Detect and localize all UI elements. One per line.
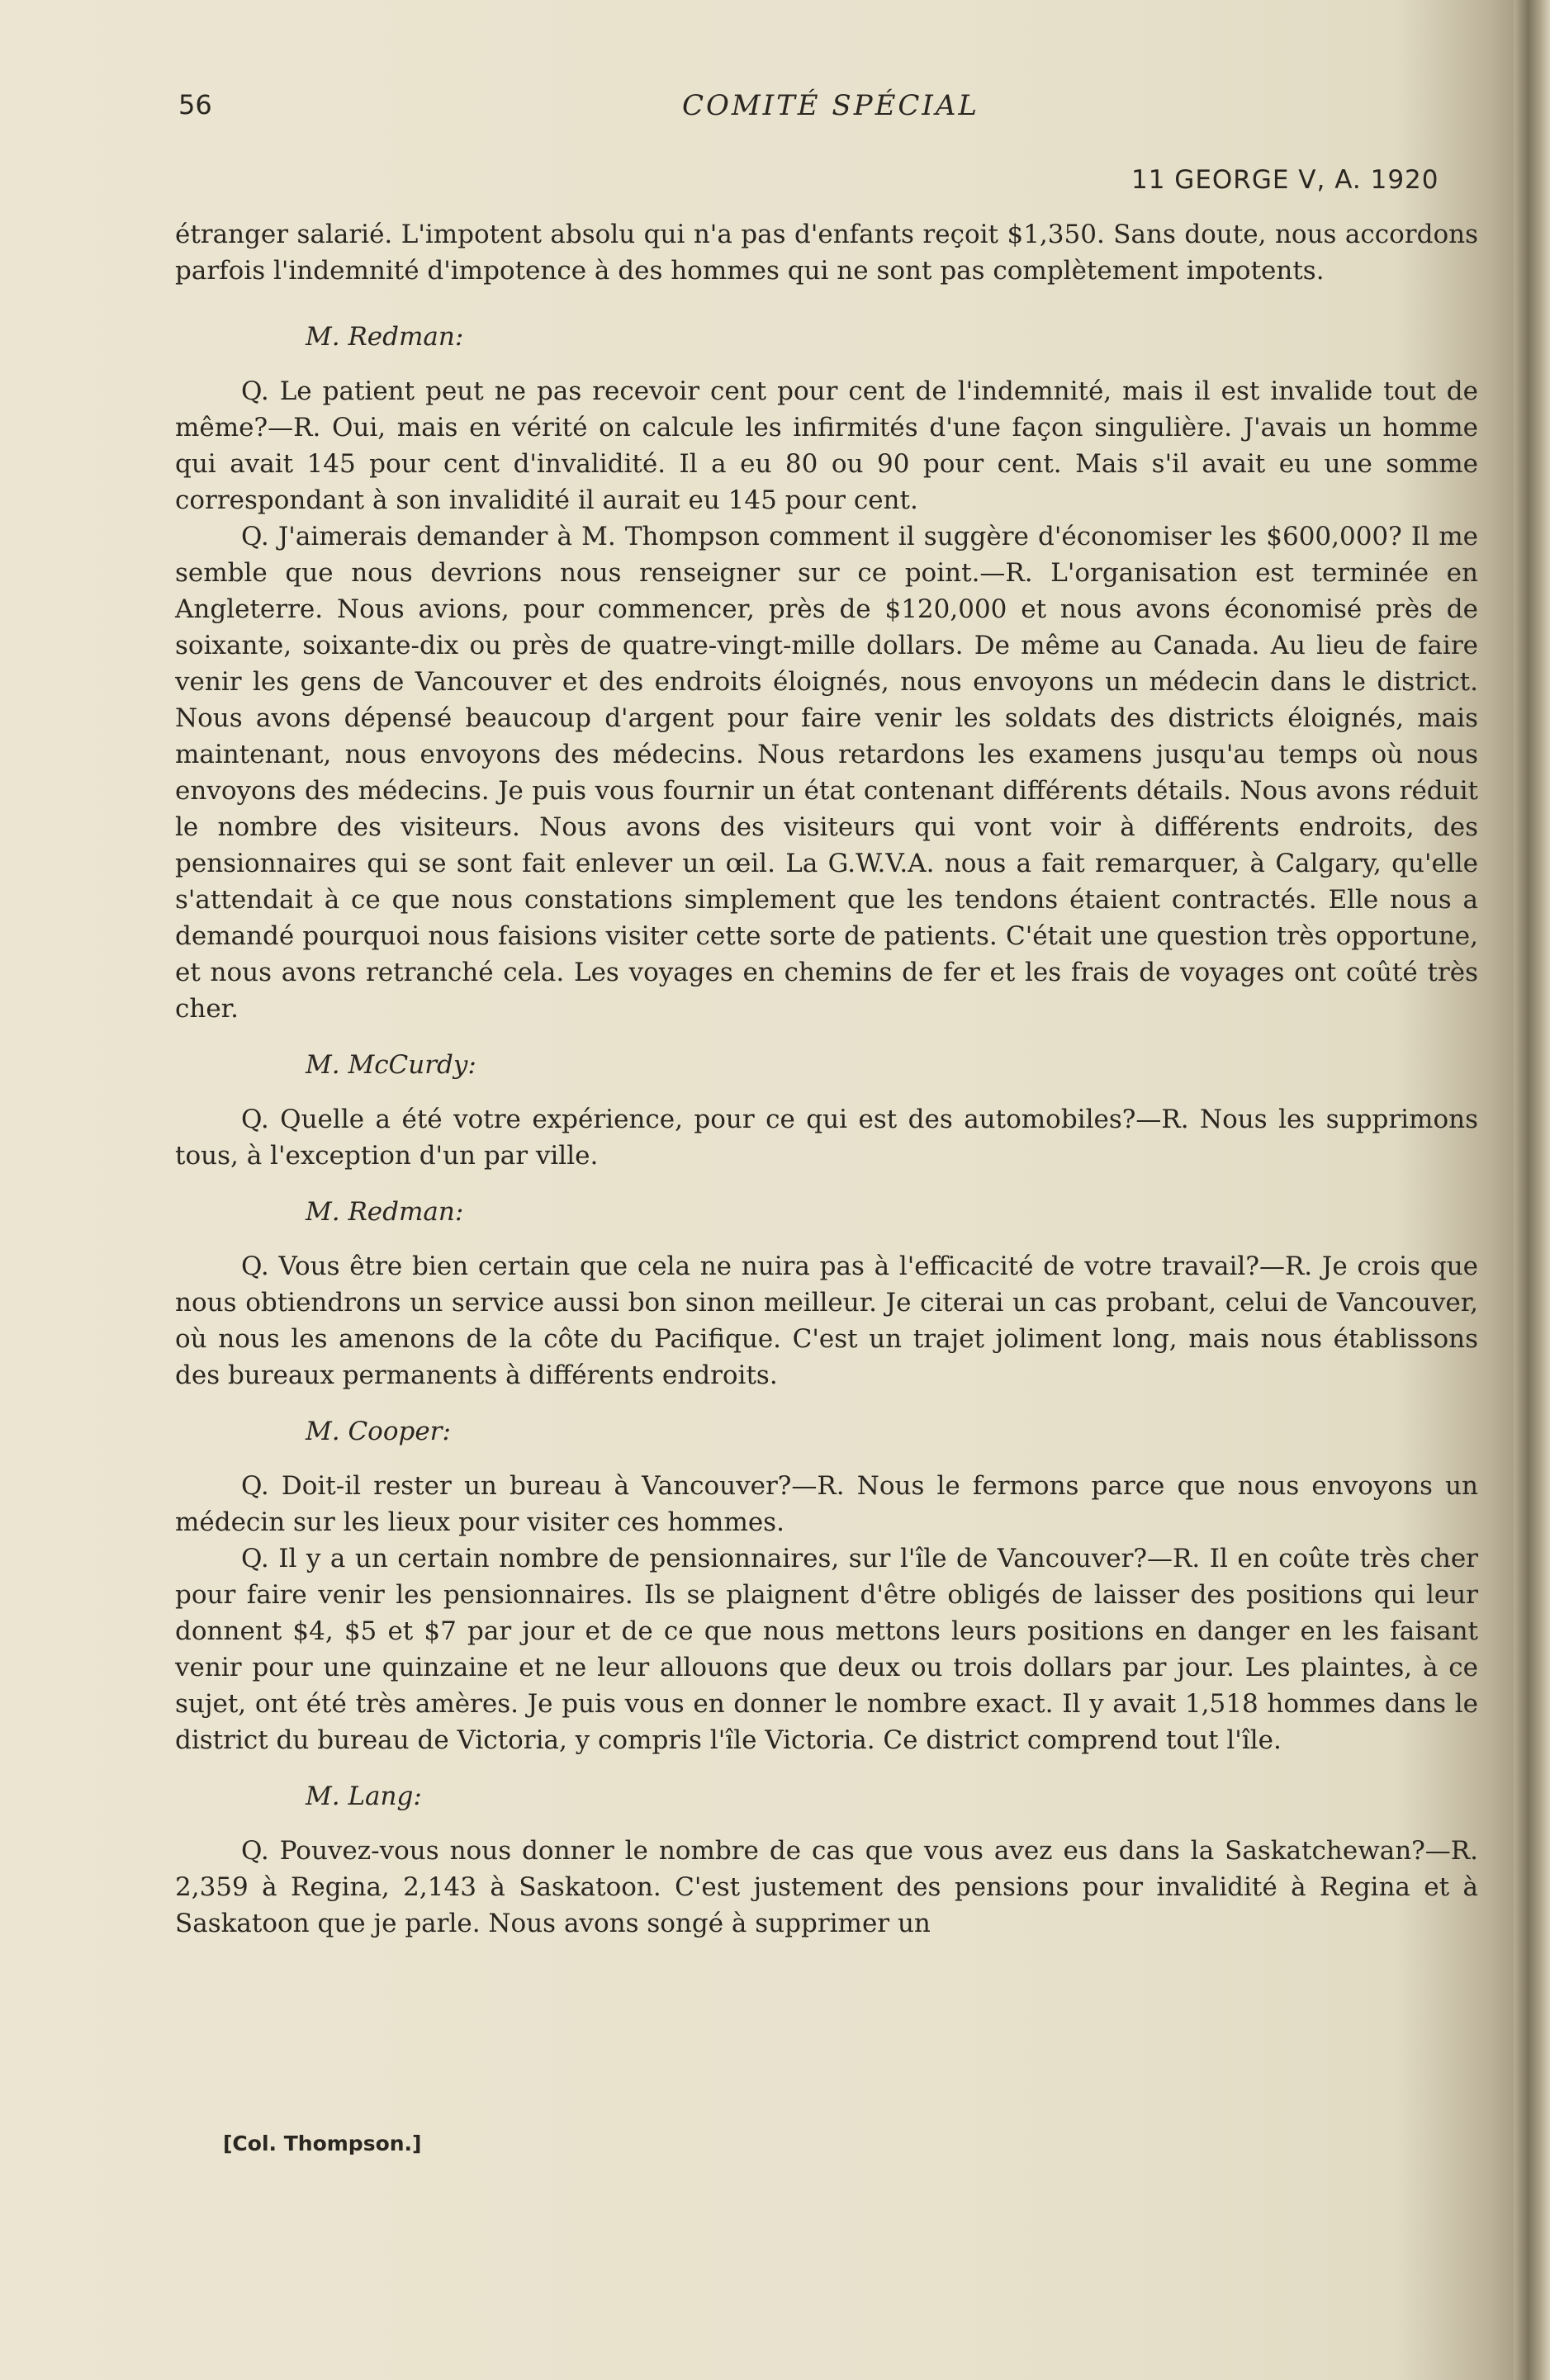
page-edge-shadow: [1514, 0, 1550, 2380]
speaker-label: M. Redman:: [306, 322, 464, 352]
speaker-label: M. Redman:: [306, 1197, 464, 1227]
paragraph: Q. Il y a un certain nombre de pensionnaires, sur l'île de Vancouver?—R. Il en coûte très cher pour faire venir les pensionnaires. Ils se plaignent d'être obligés de laisser des positions qui leur donnent $4, $5 et $7 par jour et de ce que nous mettons leurs positions en danger en les faisant venir pour une quinzaine et ne leur allouons que deux ou trois dollars par jour. Les plaintes, à ce sujet, ont été très amères. Je puis vous en donner le nombre exact. Il y avait 1,518 hommes dans le district du bureau de Victoria, y compris l'île Victoria. Ce district comprend tout l'île.: [175, 1544, 1478, 1755]
page-number: 56: [178, 89, 212, 121]
paragraph: Q. J'aimerais demander à M. Thompson comment il suggère d'économiser les $600,000? Il me semble que nous devrions nous renseigner sur ce point.—R. L'organisation est terminée en Angleterre. Nous avions, pour commencer, près de $120,000 et nous avons économisé près de soixante, soixante-dix ou près de quatre-vingt-mille dollars. De même au Canada. Au lieu de faire venir les gens de Vancouver et des endroits éloignés, nous envoyons un médecin dans le district. Nous avons dépensé beaucoup d'argent pour faire venir les soldats des districts éloignés, mais maintenant, nous envoyons des médecins. Nous retardons les examens jusqu'au temps où nous envoyons des médecins. Je puis vous fournir un état contenant différents détails. Nous avons réduit le nombre des visiteurs. Nous avons des visiteurs qui vont voir à différents endroits, des pensionnaires qui se sont fait enlever un œil. La G.W.V.A. nous a fait remarquer, à Calgary, qu'elle s'attendait à ce que nous constations simplement que les tendons étaient contractés. Elle nous a demandé pourquoi nous faisions visiter cette sorte de patients. C'était une question très opportune, et nous avons retranché cela. Les voyages en chemins de fer et les frais de voyages ont coûté très cher.: [175, 522, 1478, 1024]
running-title: COMITÉ SPÉCIAL: [681, 89, 979, 122]
paragraph: Q. Doit-il rester un bureau à Vancouver?—R. Nous le fermons parce que nous envoyons un médecin sur les lieux pour visiter ces hommes.: [175, 1471, 1478, 1537]
paragraph: Q. Le patient peut ne pas recevoir cent pour cent de l'indemnité, mais il est invalide tout de même?—R. Oui, mais en vérité on calcule les infirmités d'une façon singulière. J'avais un homme qui avait 145 pour cent d'invalidité. Il a eu 80 ou 90 pour cent. Mais s'il avait eu une somme correspondant à son invalidité il aurait eu 145 pour cent.: [175, 376, 1478, 515]
witness-footer: [Col. Thompson.]: [223, 2132, 422, 2155]
document-body: [175, 216, 1478, 1942]
speaker-label: M. McCurdy:: [306, 1050, 476, 1080]
page-header: [178, 83, 1483, 132]
speaker-label: M. Cooper:: [306, 1417, 451, 1446]
paragraph: Q. Pouvez-vous nous donner le nombre de cas que vous avez eus dans la Saskatchewan?—R. 2,359 à Regina, 2,143 à Saskatoon. C'est justement des pensions pour invalidité à Regina et à Saskatoon que je parle. Nous avons songé à supprimer un: [175, 1836, 1478, 1938]
paragraph: Q. Vous être bien certain que cela ne nuira pas à l'efficacité de votre travail?—R. Je crois que nous obtiendrons un service aussi bon sinon meilleur. Je citerai un cas probant, celui de Vancouver, où nous les amenons de la côte du Pacifique. C'est un trajet joliment long, mais nous établissons des bureaux permanents à différents endroits.: [175, 1252, 1478, 1390]
session-label: 11 GEORGE V, A. 1920: [1131, 165, 1439, 195]
paragraph: étranger salarié. L'impotent absolu qui n'a pas d'enfants reçoit $1,350. Sans doute, nous accordons parfois l'indemnité d'impotence à des hommes qui ne sont pas complètement impotents.: [175, 220, 1478, 286]
paragraph: Q. Quelle a été votre expérience, pour ce qui est des automobiles?—R. Nous les supprimons tous, à l'exception d'un par ville.: [175, 1105, 1478, 1171]
speaker-label: M. Lang:: [306, 1781, 422, 1811]
